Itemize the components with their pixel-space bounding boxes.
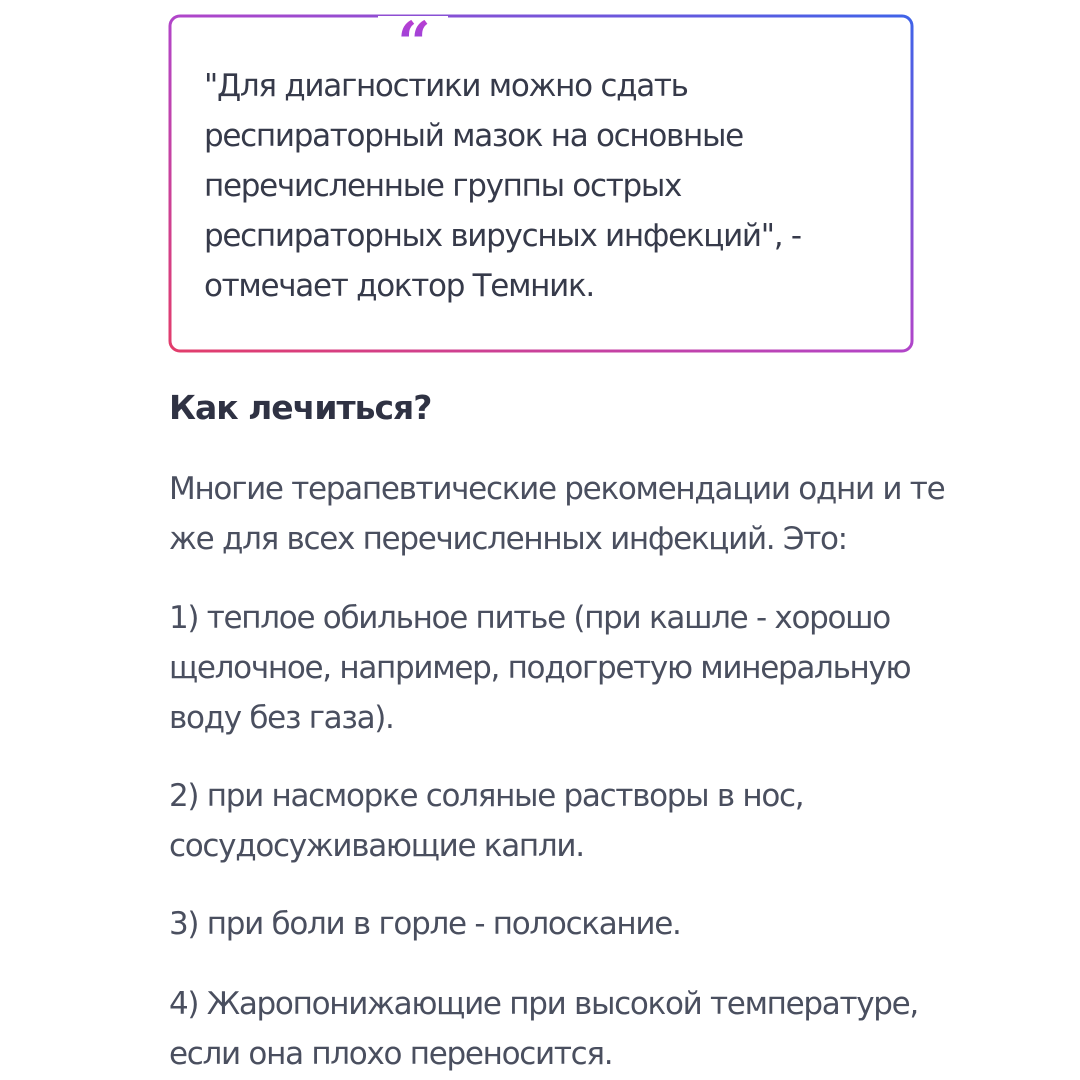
section-heading: Как лечиться?	[169, 388, 432, 427]
quote-mark-glyph: “	[397, 9, 429, 77]
list-item: 1) теплое обильное питье (при кашле - хорошо щелочное, например, подогретую минеральную воду без газа).	[169, 600, 911, 736]
intro-paragraph: Многие терапевтические рекомендации одни и те же для всех перечисленных инфекций. Это:	[169, 471, 945, 557]
list-item: 4) Жаропонижающие при высокой температуре, если она плохо переносится.	[169, 986, 918, 1072]
list-item: 3) при боли в горле - полоскание.	[169, 906, 681, 942]
quote-text: "Для диагностики можно сдать респираторный мазок на основные перечисленные группы острых респираторных вирусных инфекций", - отмечает доктор Темник.	[204, 68, 801, 304]
quote-icon	[378, 9, 448, 77]
list-item: 2) при насморке соляные растворы в нос, сосудосуживающие капли.	[169, 778, 804, 864]
